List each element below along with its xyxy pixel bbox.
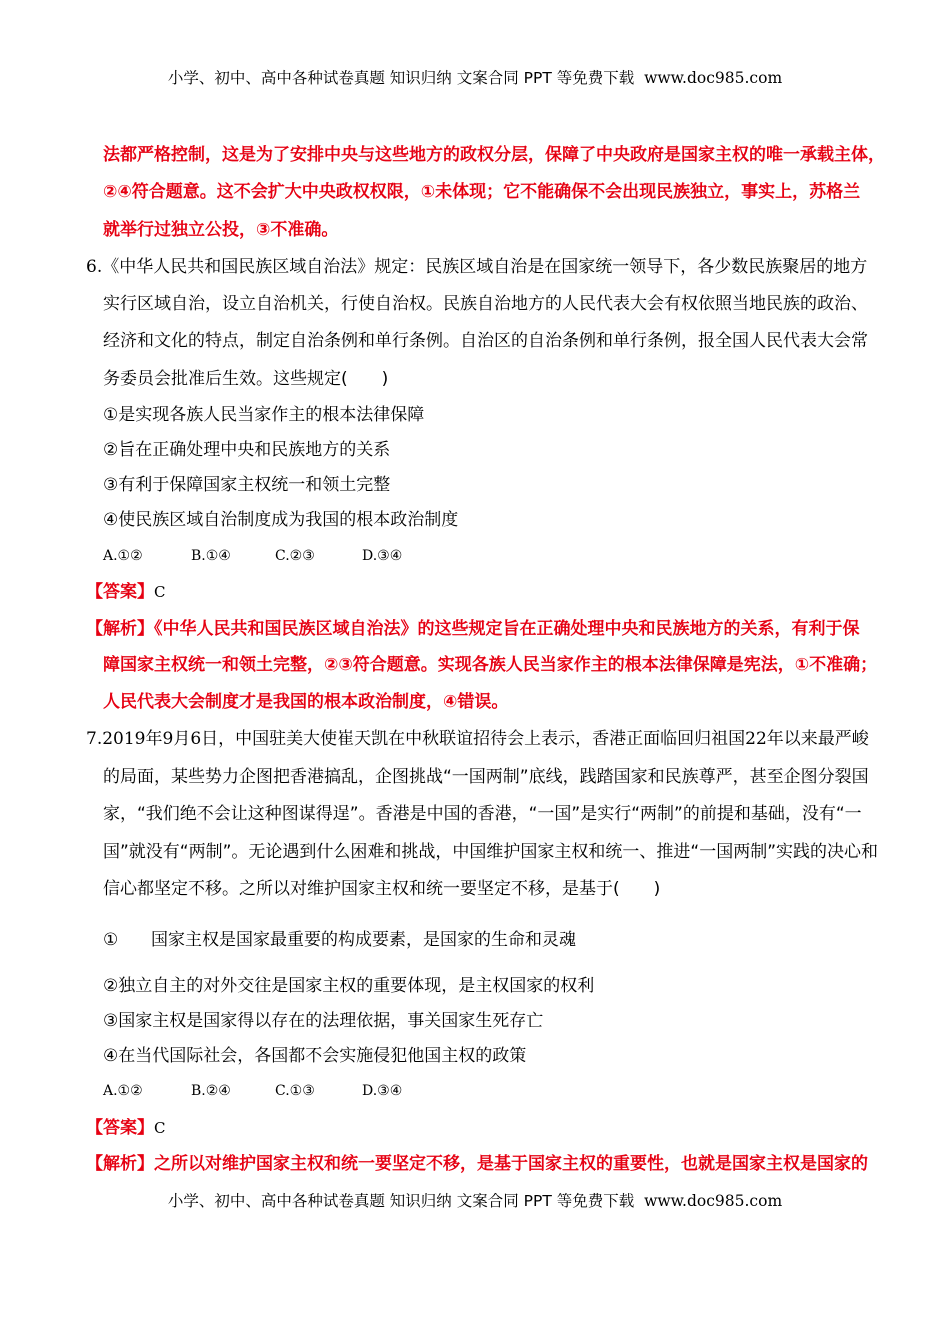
question-6-item-3: ③有利于保障国家主权统一和领土完整 bbox=[103, 475, 391, 495]
prev-analysis-line-2: ②④符合题意。这不会扩大中央政权权限，①未体现；它不能确保不会出现民族独立，事实上，苏格兰 bbox=[103, 182, 861, 202]
question-7-month-unit: 月 bbox=[173, 729, 191, 749]
question-6-option-d: D.③④ bbox=[362, 548, 403, 564]
page-footer-url: www.doc985.com bbox=[644, 1192, 783, 1210]
page-footer bbox=[0, 1190, 950, 1212]
question-6-stem-line-2: 实行区域自治，设立自治机关，行使自治权。民族自治地方的人民代表大会有权依照当地民族的政治、 bbox=[103, 294, 868, 314]
question-6-item-1: ①是实现各族人民当家作主的根本法律保障 bbox=[103, 405, 425, 425]
question-6-option-b: B.①④ bbox=[191, 548, 231, 564]
question-7-answer-label: 【答案】 bbox=[86, 1118, 154, 1138]
question-6-options bbox=[103, 544, 402, 568]
question-6-analysis-line-3: 人民代表大会制度才是我国的根本政治制度，④错误。 bbox=[103, 692, 509, 712]
question-7-number: 7. bbox=[86, 729, 103, 749]
question-7-item-1-text: 国家主权是国家最重要的构成要素，是国家的生命和灵魂 bbox=[151, 930, 576, 950]
question-7-item-1-marker: ① bbox=[103, 930, 119, 950]
question-6-analysis-line-2: 障国家主权统一和领土完整，②③符合题意。实现各族人民当家作主的根本法律保障是宪法，①不准确； bbox=[103, 655, 878, 675]
question-7-stem-line-5: 信心都坚定不移。之所以对维护国家主权和统一要坚定不移，是基于( ) bbox=[103, 879, 661, 899]
question-6-answer-value: C bbox=[154, 583, 166, 601]
question-7-item-1 bbox=[103, 928, 576, 952]
question-7-analysis-label: 【解析】 bbox=[86, 1154, 154, 1174]
question-7-option-a: A.①② bbox=[103, 1083, 143, 1099]
question-7-stem-line-1 bbox=[86, 727, 869, 751]
question-7-item-3: ③国家主权是国家得以存在的法理依据，事关国家生死存亡 bbox=[103, 1011, 544, 1031]
question-6-stem-line-1 bbox=[86, 255, 867, 279]
question-7-option-b: B.②④ bbox=[191, 1083, 231, 1099]
question-7-answer bbox=[86, 1116, 165, 1140]
question-6-option-c: C.②③ bbox=[275, 548, 315, 564]
question-6-analysis-line-1 bbox=[86, 617, 860, 641]
question-6-analysis-text-1: 《中华人民共和国民族区域自治法》的这些规定旨在正确处理中央和民族地方的关系，有利于保 bbox=[154, 619, 860, 639]
question-6-item-2: ②旨在正确处理中央和民族地方的关系 bbox=[103, 440, 391, 460]
question-6-item-4: ④使民族区域自治制度成为我国的根本政治制度 bbox=[103, 510, 459, 530]
question-6-analysis-label: 【解析】 bbox=[86, 619, 154, 639]
question-7-stem-text-1: 日，中国驻美大使崔天凯在中秋联谊招待会上表示，香港正面临回归祖国 bbox=[201, 729, 746, 749]
page-footer-text: 小学、初中、高中各种试卷真题 知识归纳 文案合同 PPT 等免费下载 bbox=[167, 1192, 635, 1210]
question-7-answer-value: C bbox=[154, 1119, 166, 1137]
question-7-stem-text-1-end: 年以来最严峻 bbox=[766, 729, 869, 749]
question-6-answer-label: 【答案】 bbox=[86, 582, 154, 602]
question-6-stem-line-4: 务委员会批准后生效。这些规定( ) bbox=[103, 369, 389, 389]
question-6-option-a: A.①② bbox=[103, 548, 143, 564]
question-6-stem-line-3: 经济和文化的特点，制定自治条例和单行条例。自治区的自治条例和单行条例，报全国人民代表大会常 bbox=[103, 331, 868, 351]
question-7-month: 9 bbox=[162, 729, 174, 749]
page-header bbox=[0, 67, 950, 89]
page-header-text: 小学、初中、高中各种试卷真题 知识归纳 文案合同 PPT 等免费下载 bbox=[167, 69, 635, 87]
question-7-year-unit: 年 bbox=[145, 729, 163, 749]
question-7-analysis-line-1 bbox=[86, 1152, 868, 1176]
question-7-year: 2019 bbox=[102, 729, 146, 749]
question-7-analysis-text-1: 之所以对维护国家主权和统一要坚定不移，是基于国家主权的重要性，也就是国家主权是国家的 bbox=[154, 1154, 868, 1174]
question-6-number: 6. bbox=[86, 257, 103, 277]
question-7-item-4: ④在当代国际社会，各国都不会实施侵犯他国主权的政策 bbox=[103, 1046, 527, 1066]
question-7-options bbox=[103, 1079, 402, 1103]
question-7-item-2: ②独立自主的对外交往是国家主权的重要体现，是主权国家的权利 bbox=[103, 976, 595, 996]
question-7-option-c: C.①③ bbox=[275, 1083, 315, 1099]
question-6-answer bbox=[86, 580, 165, 604]
question-7-day: 6 bbox=[190, 729, 202, 749]
prev-analysis-line-1: 法都严格控制，这是为了安排中央与这些地方的政权分层，保障了中央政府是国家主权的唯一承载主体， bbox=[103, 145, 885, 165]
question-6-stem-text-1: 《中华人民共和国民族区域自治法》规定：民族区域自治是在国家统一领导下，各少数民族聚居的地方 bbox=[102, 257, 868, 277]
question-7-stem-line-2: 的局面，某些势力企图把香港搞乱，企图挑战“一国两制”底线，践踏国家和民族尊严，甚至企图分裂国 bbox=[103, 767, 869, 787]
question-7-option-d: D.③④ bbox=[362, 1083, 403, 1099]
prev-analysis-line-3: 就举行过独立公投，③不准确。 bbox=[103, 220, 339, 240]
question-7-years-count: 22 bbox=[745, 729, 767, 749]
question-7-stem-line-3: 家，“我们绝不会让这种图谋得逞”。香港是中国的香港，“一国”是实行“两制”的前提和基础，没有“一 bbox=[103, 804, 862, 824]
question-7-stem-line-4: 国”就没有“两制”。无论遇到什么困难和挑战，中国维护国家主权和统一、推进“一国两制”实践的决心和 bbox=[103, 842, 879, 862]
page-header-url: www.doc985.com bbox=[644, 69, 783, 87]
